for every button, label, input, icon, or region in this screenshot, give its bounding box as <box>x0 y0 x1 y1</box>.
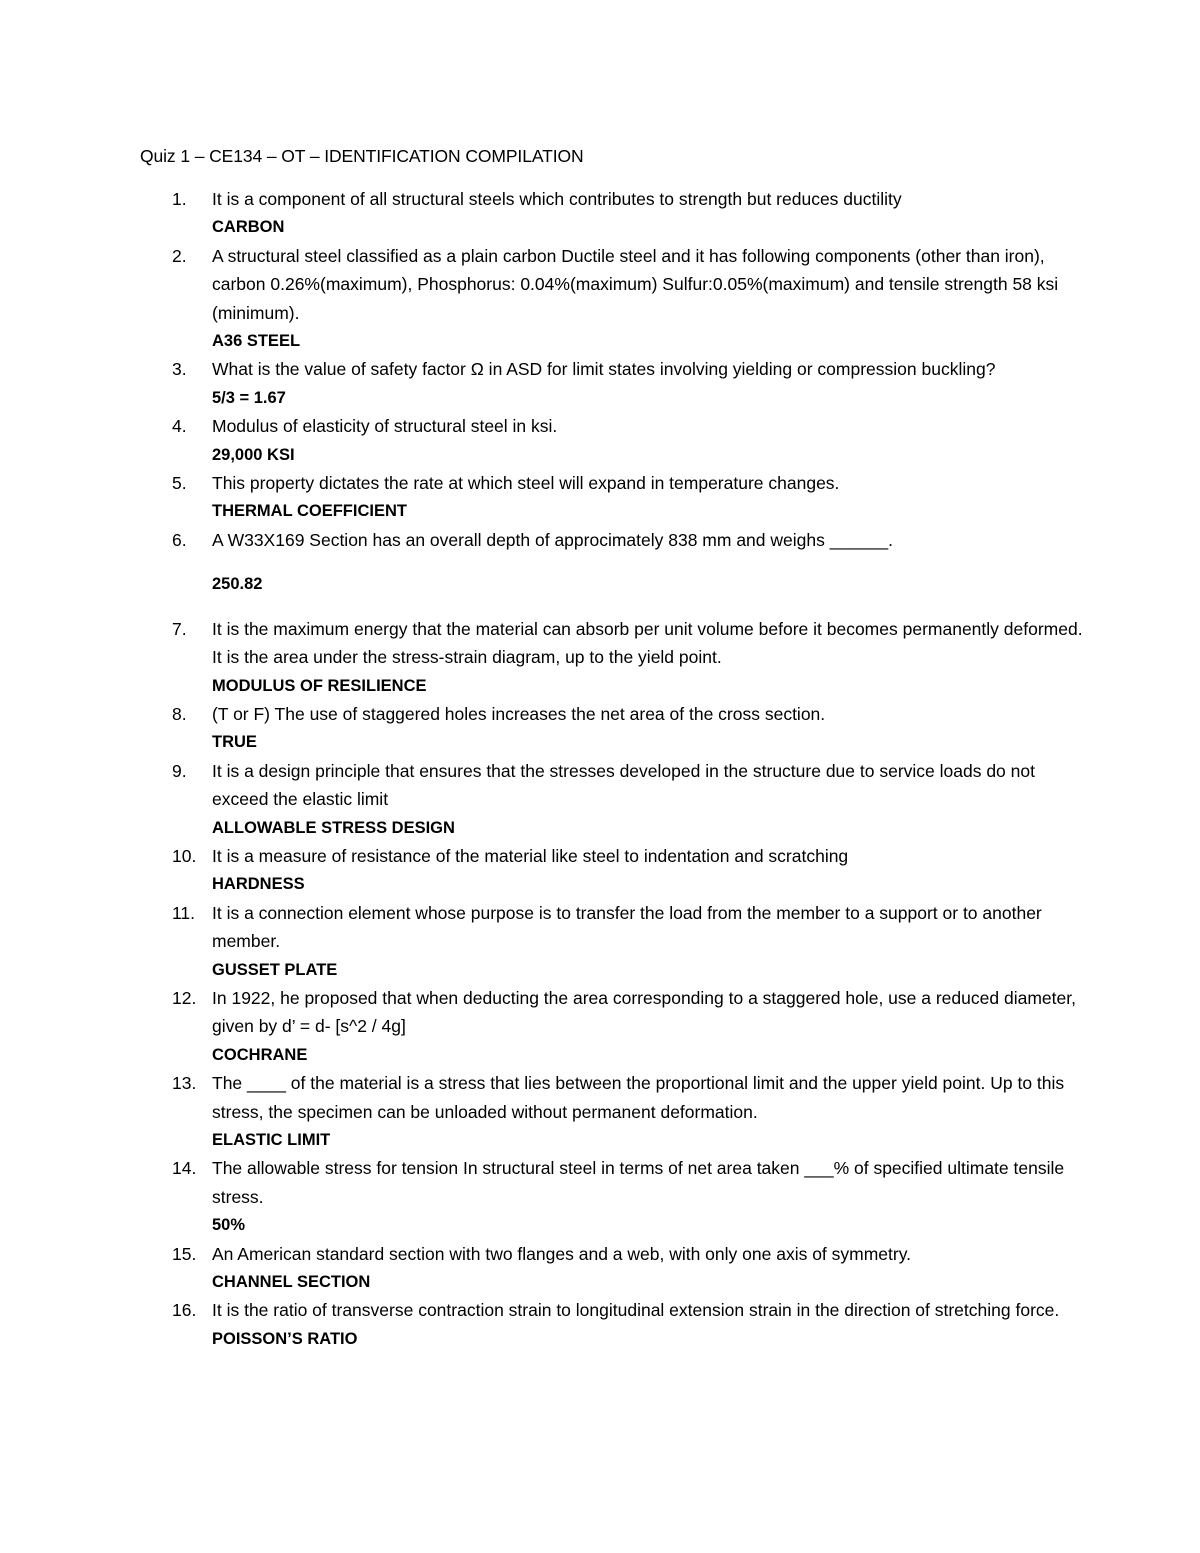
question-text: It is a design principle that ensures that the stresses developed in the structure due to service loads do not exceed the elastic limit <box>212 760 1035 810</box>
question-number: 4. <box>172 416 187 437</box>
question-text: The ____ of the material is a stress that lies between the proportional limit and the upper yield point. Up to this stress, the specimen can be unloaded without permanent deformation. <box>212 1073 1065 1122</box>
question-answer: HARDNESS <box>212 875 305 894</box>
question-number: 14. <box>172 1158 197 1179</box>
question-text: What is the value of safety factor Ω in ASD for limit states involving yielding or compression buckling? <box>212 359 996 380</box>
question-item <box>0 242 1092 356</box>
question-text: It is the ratio of transverse contraction strain to longitudinal extension strain in the direction of stretching force. <box>212 1300 1060 1321</box>
question-item <box>0 899 1092 984</box>
question-item <box>0 1240 1092 1297</box>
question-answer: MODULUS OF RESILIENCE <box>212 676 427 695</box>
question-item <box>0 984 1092 1069</box>
question-list <box>0 185 1200 1353</box>
question-text: An American standard section with two flanges and a web, with only one axis of symmetry. <box>212 1243 912 1264</box>
question-answer: 50% <box>212 1216 246 1235</box>
question-number: 7. <box>172 618 187 639</box>
question-answer: THERMAL COEFFICIENT <box>212 502 407 521</box>
question-text: It is a measure of resistance of the material like steel to indentation and scratching <box>212 845 849 866</box>
question-item <box>0 1296 1092 1353</box>
question-number: 9. <box>172 760 187 781</box>
question-item <box>0 1069 1092 1154</box>
question-answer: POISSON’S RATIO <box>212 1329 358 1348</box>
question-answer: ALLOWABLE STRESS DESIGN <box>212 818 455 837</box>
question-text: The allowable stress for tension In structural steel in terms of net area taken ___% of specified ultimate tensile stress. <box>212 1158 1065 1207</box>
document-title: Quiz 1 – CE134 – OT – IDENTIFICATION COMPILATION <box>140 146 584 166</box>
question-item <box>0 842 1092 899</box>
question-item <box>0 1154 1092 1239</box>
question-item <box>0 700 1092 757</box>
question-answer: GUSSET PLATE <box>212 960 338 979</box>
question-text: This property dictates the rate at which steel will expand in temperature changes. <box>212 473 840 494</box>
question-number: 13. <box>172 1073 197 1094</box>
question-number: 1. <box>172 189 187 209</box>
question-item <box>0 615 1092 700</box>
question-number: 10. <box>172 845 197 866</box>
question-number: 5. <box>172 473 187 494</box>
question-text: (T or F) The use of staggered holes increases the net area of the cross section. <box>212 703 826 724</box>
question-text: It is a connection element whose purpose is to transfer the load from the member to a support or to another member. <box>212 902 1042 952</box>
question-answer: 5/3 = 1.67 <box>212 388 286 407</box>
question-text: It is the maximum energy that the material can absorb per unit volume before it becomes permanently deformed. It is the area under the stress-strain diagram, up to the yield point. <box>212 618 1083 668</box>
question-text: In 1922, he proposed that when deducting the area corresponding to a staggered hole, use a reduced diameter, given by d’ = d- [s^2 / 4g] <box>212 987 1076 1037</box>
question-number: 11. <box>172 902 196 923</box>
question-number: 8. <box>172 703 187 724</box>
question-number: 12. <box>172 987 197 1008</box>
question-text: A W33X169 Section has an overall depth of approcimately 838 mm and weighs ______. <box>212 529 893 550</box>
question-answer: ELASTIC LIMIT <box>212 1131 331 1149</box>
question-answer: COCHRANE <box>212 1045 308 1064</box>
question-number: 2. <box>172 245 187 266</box>
question-answer: TRUE <box>212 733 257 752</box>
question-answer: CHANNEL SECTION <box>212 1273 371 1292</box>
question-answer: A36 STEEL <box>212 332 301 351</box>
question-answer: CARBON <box>212 218 285 237</box>
question-number: 3. <box>172 359 187 380</box>
question-answer: 29,000 KSI <box>212 445 295 464</box>
question-item <box>0 757 1092 842</box>
question-text: Modulus of elasticity of structural steel in ksi. <box>212 416 558 437</box>
question-text: A structural steel classified as a plain carbon Ductile steel and it has following components (other than iron), carbon 0.26%(maximum), Phosphorus: 0.04%(maximum) Sulfur:0.05%(maximum) and tensile strength 58 ksi (minimum). <box>212 245 1059 323</box>
question-item <box>0 355 1092 412</box>
question-number: 16. <box>172 1300 197 1321</box>
question-item <box>0 412 1092 469</box>
question-item <box>0 469 1092 526</box>
question-number: 6. <box>172 529 187 550</box>
question-item <box>0 526 1092 599</box>
question-text: It is a component of all structural steels which contributes to strength but reduces ductility <box>212 189 902 209</box>
question-item <box>0 185 1092 242</box>
question-number: 15. <box>172 1243 197 1264</box>
question-answer: 250.82 <box>212 575 263 594</box>
